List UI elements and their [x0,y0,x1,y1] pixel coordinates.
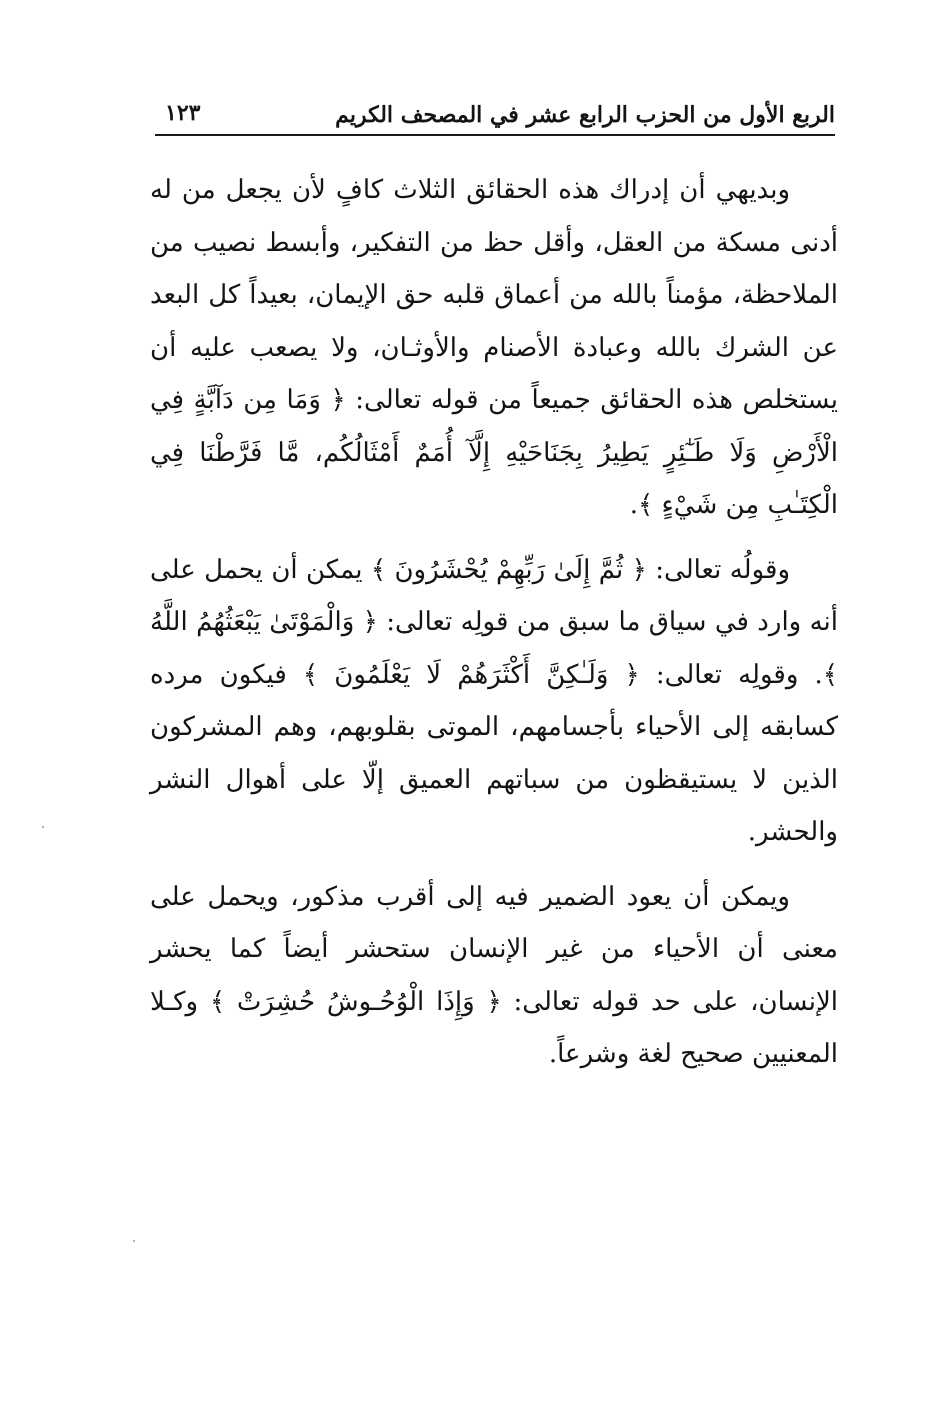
header-title: الربع الأول من الحزب الرابع عشر في المصحف الكريم [335,102,835,128]
page-number: ١٢٣ [165,100,201,126]
header-divider [155,134,835,136]
paragraph-3: ويمكن أن يعود الضمير فيه إلى أقرب مذكور، ويحمل على معنى أن الأحياء من غير الإنسان ستحشر أيضاً كما يحشر الإنسان، على حد قوله تعالى: ﴿ وَإِذَا الْوُحُـوشُ حُشِرَتْ ﴾ وكـلا المعنيين صحيح لغة وشرعاً. [150,881,838,1069]
scan-speck [42,826,44,828]
scan-speck [133,1240,135,1242]
body-text [150,164,838,1093]
running-header [155,98,835,134]
paragraph-2: وقولُه تعالى: ﴿ ثُمَّ إِلَىٰ رَبِّهِمْ يُحْشَرُونَ ﴾ يمكن أن يحمل على أنه وارد في سياق ما سبق من قولِه تعالى: ﴿ وَالْمَوْتَىٰ يَبْعَثُهُمُ اللَّهُ ﴾. وقولِه تعالى: ﴿ وَلَـٰكِنَّ أَكْثَرَهُمْ لَا يَعْلَمُونَ ﴾ فيكون مرده كسابقه إلى الأحياء بأجسامهم، الموتى بقلوبهم، وهم المشركون الذين لا يستيقظون من سباتهم العميق إلّا على أهوال النشر والحشر. [150,554,838,847]
paragraph-1: وبديهي أن إدراك هذه الحقائق الثلاث كافٍ لأن يجعل من له أدنى مسكة من العقل، وأقل حظ من التفكير، وأبسط نصيب من الملاحظة، مؤمناً بالله من أعماق قلبه حق الإيمان، بعيداً كل البعد عن الشرك بالله وعبادة الأصنام والأوثـان، ولا يصعب عليه أن يستخلص هذه الحقائق جميعاً من قوله تعالى: ﴿ وَمَا مِن دَآبَّةٍ فِي الْأَرْضِ وَلَا طَـٰٓئِرٍ يَطِيرُ بِجَنَاحَيْهِ إِلَّآ أُمَمٌ أَمْثَالُكُم، مَّا فَرَّطْنَا فِي الْكِتَـٰبِ مِن شَيْءٍ ﴾. [150,175,838,520]
